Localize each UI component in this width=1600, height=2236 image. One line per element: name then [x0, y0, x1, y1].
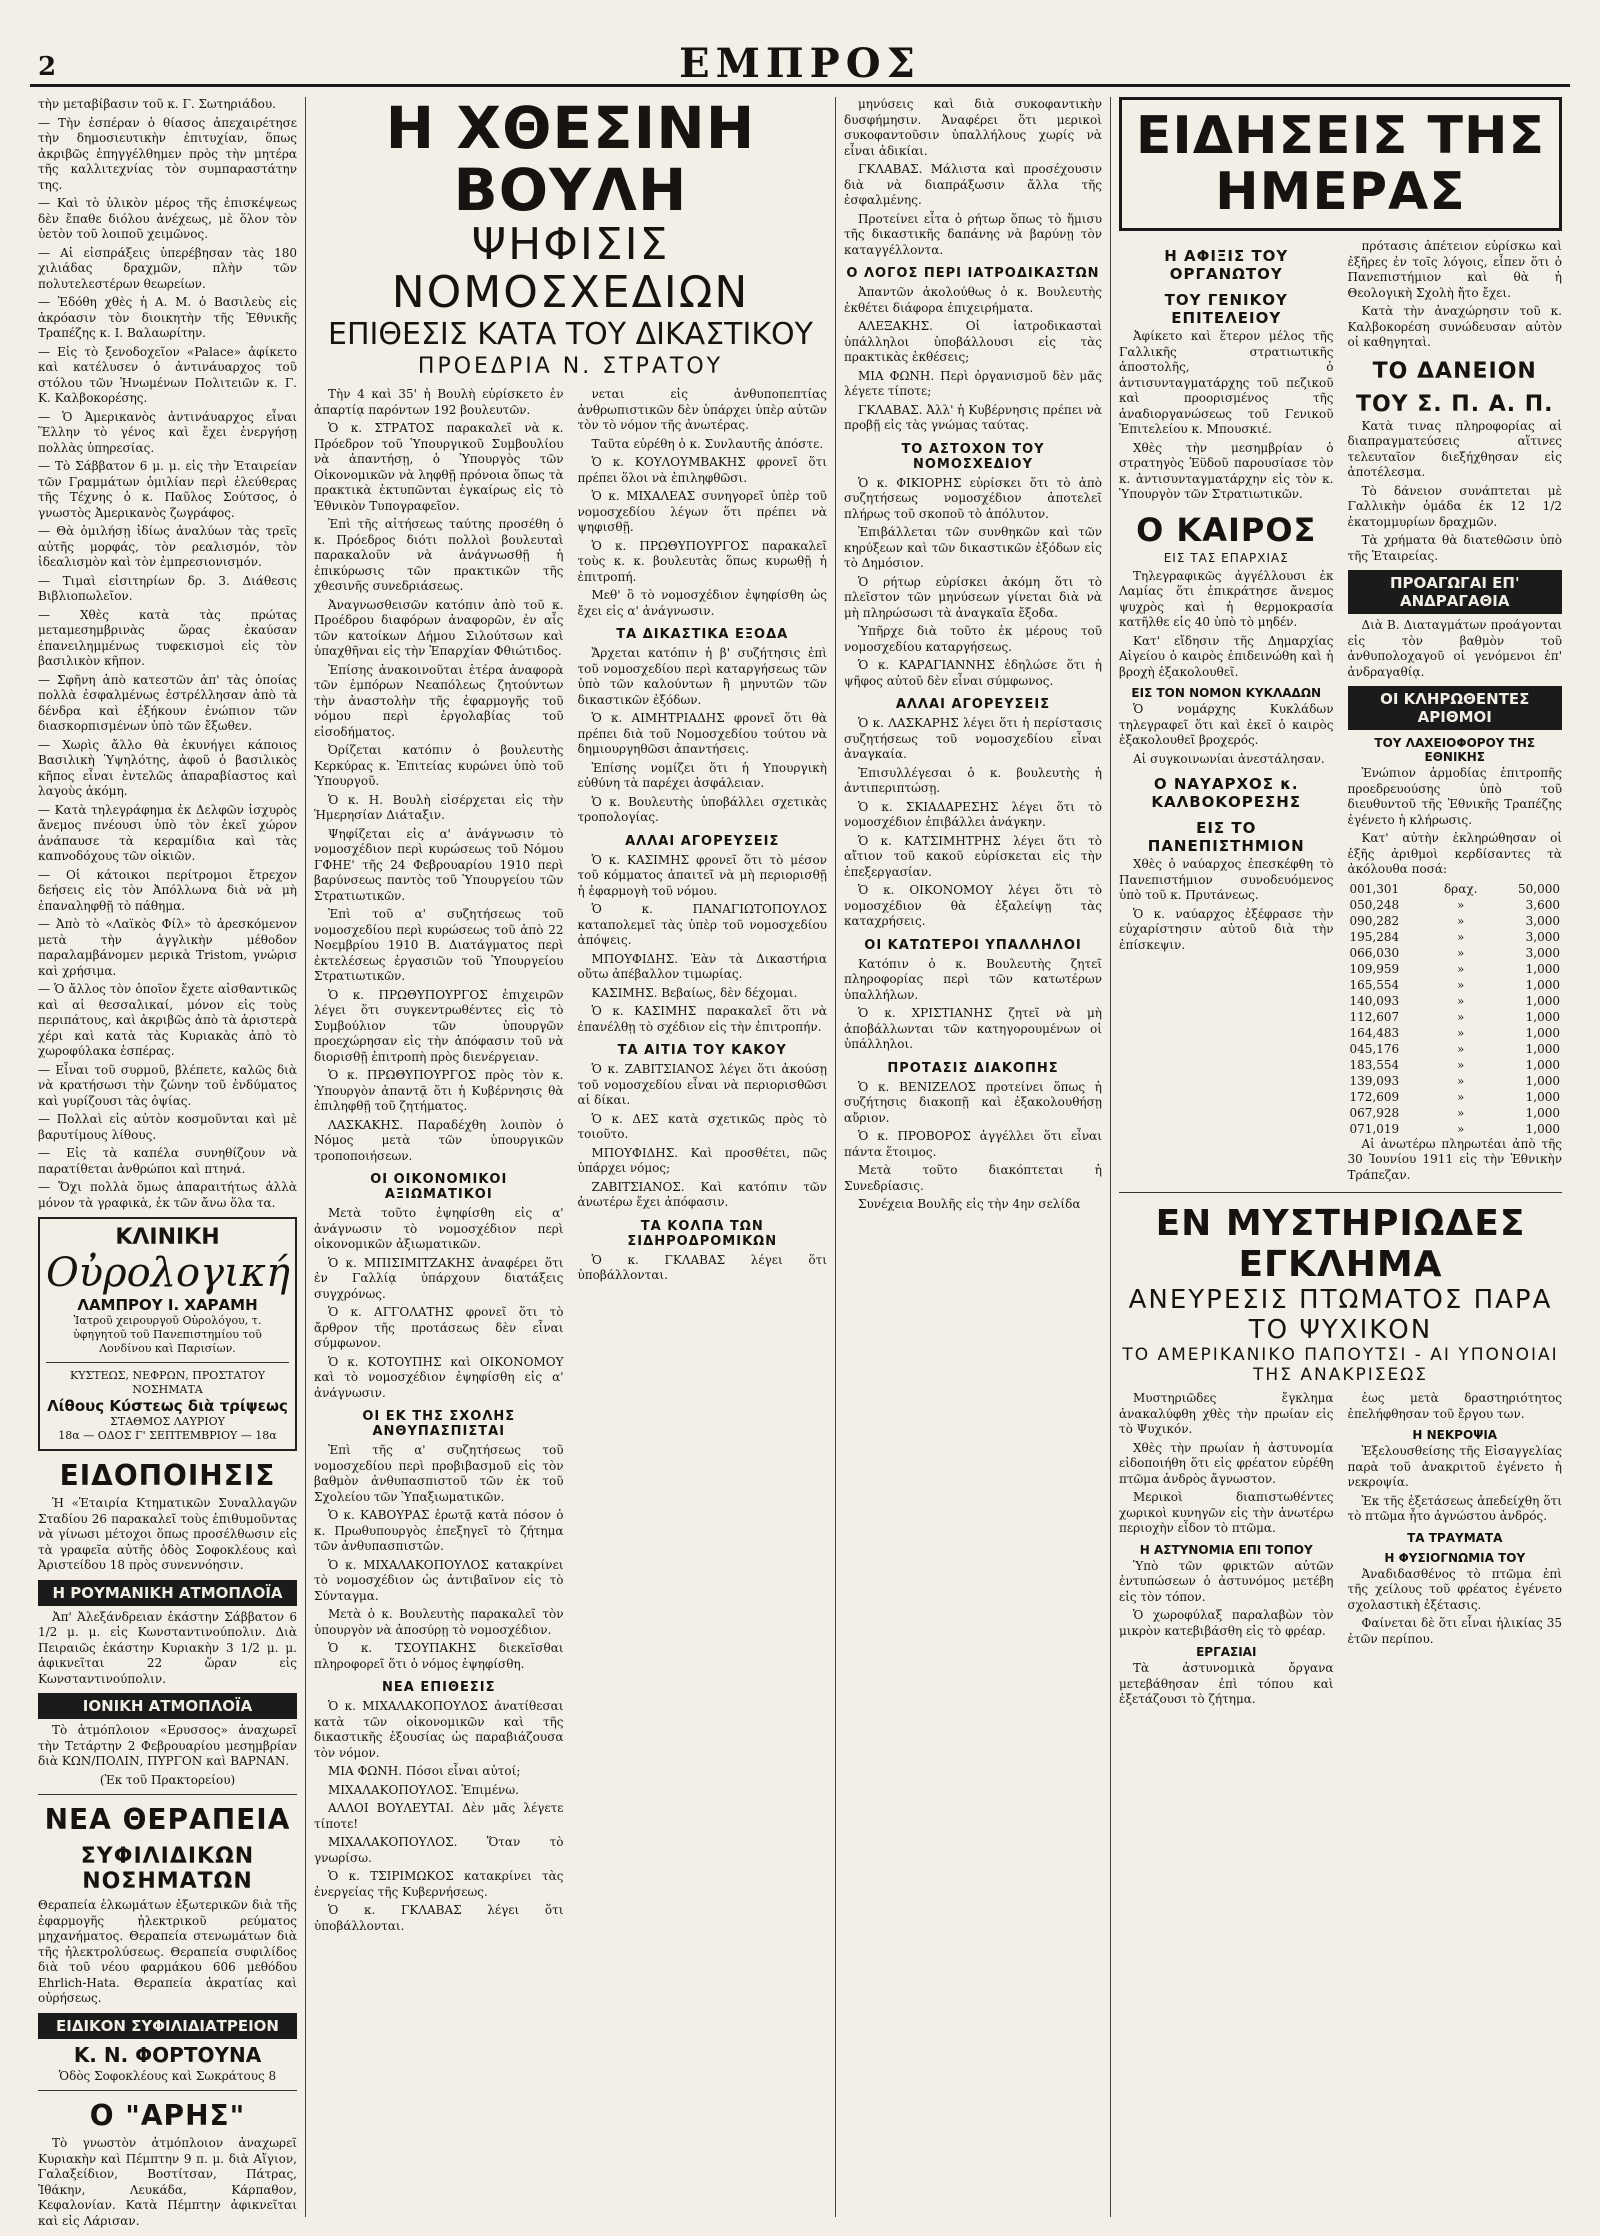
section-heading-2: Η ΦΥΣΙΟΓΝΩΜΙΑ ΤΟΥ	[1384, 1550, 1526, 1565]
romanian-shipping-text: Ἀπ' Ἀλεξάνδρειαν ἑκάστην Σάββατον 6 1/2 μ. μ. εἰς Κωνσταντινούπολιν. Διὰ Πειραιῶς ἑκάστην Κυριακὴν 3 1/2 μ. μ. ἀφικνεῖται 22 ὥραν εἰς Κωνσταντινούπολιν.	[38, 1609, 297, 1686]
paragraph: — Πολλαὶ εἰς αὐτὸν κοσμοῦνται καὶ μὲ βαρυτίμους λίθους.	[38, 1112, 297, 1142]
promotions-banner: ΠΡΟΑΓΩΓΑΙ ΕΠ' ΑΝΔΡΑΓΑΘΙΑ	[1348, 570, 1563, 614]
table-cell: 1,000	[1525, 961, 1560, 976]
paragraph: ΓΚΛΑΒΑΣ. Ἀλλ' ἡ Κυβέρνησις πρέπει νὰ προβῇ εἰς τὰς γνώμας ταύτας.	[844, 402, 1102, 432]
paragraph: Ὁ κ. ΜΠΙΣΙΜΙΤΖΑΚΗΣ ἀναφέρει ὅτι ἐν Γαλλίᾳ ὑπάρχουν διατάξεις συγχρόνως.	[314, 1255, 564, 1301]
paragraph: Ὁ κ. ΚΑΤΣΙΜΗΤΡΗΣ λέγει ὅτι τὸ αἴτιον τοῦ κακοῦ εὑρίσκεται εἰς τὴν ἐπεξεργασίαν.	[844, 833, 1102, 879]
paragraph: ἐως μετὰ δραστηριότητος ἐπελήφθησαν τοῦ ἔργου των.	[1347, 1391, 1562, 1421]
paragraph: ΜΠΟΥΦΙΔΗΣ. Ἐὰν τὰ Δικαστήρια οὕτω ἀπέβαλλον τιμωρίας.	[577, 951, 827, 981]
table-cell: »	[1457, 1121, 1465, 1136]
table-cell: »	[1457, 929, 1465, 944]
table-cell: 3,000	[1525, 945, 1560, 960]
crime-right-list-1	[1348, 1444, 1563, 1525]
crime-right	[1348, 1391, 1563, 1711]
notices-text: Ἡ «Ἑταιρία Κτηματικῶν Συναλλαγῶν Σταδίου 26 παρακαλεῖ τοὺς ἐπιθυμοῦντας νὰ γίνωσι μέτοχοι ὅπως προσέλθωσιν εἰς τὰ γραφεῖα αὐτῆς ὁδὸς Σοφοκλέους καὶ Ἀριστείδου 18 πρὸς συνεννόησιν.	[38, 1496, 297, 1572]
paragraph: Ὁ κ. ΚΑΣΙΜΗΣ παρακαλεῖ ὅτι νὰ ἐπανέλθῃ τὸ σχέδιον εἰς τὴν ἐπιτροπήν.	[577, 1004, 827, 1034]
parliament-left-list-3	[314, 1699, 564, 1934]
paragraph: Μετὰ τοῦτο διακόπτεται ἡ Συνεδρίασις.	[844, 1163, 1102, 1193]
table-cell: 1,000	[1525, 1057, 1560, 1072]
crime-subheadline: ΑΝΕΥΡΕΣΙΣ ΠΤΩΜΑΤΟΣ ΠΑΡΑ ΤΟ ΨΥΧΙΚΟΝ	[1128, 1285, 1553, 1345]
section-heading: ΑΛΛΑΙ ΑΓΟΡΕΥΣΕΙΣ	[895, 697, 1051, 712]
paragraph: Ὁ κ. ΠΡΩΘΥΠΟΥΡΓΟΣ παρακαλεῖ τοὺς κ. κ. βουλευτὰς ὅπως κυρωθῇ ἡ ἐπιτροπή.	[577, 538, 827, 584]
paragraph: — Χθὲς κατὰ τὰς πρώτας μεταμεσημβρινὰς ὥρας ἐκαύσαν ἐπανειλημμένως τυφεκισμοὶ εἰς τὸν βασιλικὸν κῆπον.	[38, 607, 297, 668]
table-row	[1348, 913, 1563, 929]
table-cell: δραχ.	[1443, 881, 1478, 896]
weather-heading: Ο ΚΑΙΡΟΣ	[1136, 510, 1317, 549]
crime-left	[1119, 1391, 1334, 1711]
table-cell: 1,000	[1525, 1009, 1560, 1024]
col3-list-1	[844, 285, 1102, 434]
table-row	[1348, 1057, 1563, 1073]
doctor-address: Ὁδὸς Σοφοκλέους καὶ Σωκράτους 8	[58, 2068, 277, 2083]
section-heading: ΑΛΛΑΙ ΑΓΟΡΕΥΣΕΙΣ	[625, 833, 780, 849]
lottery-table	[1348, 881, 1563, 1137]
table-cell: 066,030	[1349, 945, 1400, 960]
table-cell: »	[1457, 1025, 1465, 1040]
paragraph: Ὁ κ. ΚΑΒΟΥΡΑΣ ἐρωτᾷ κατὰ πόσον ὁ κ. Πρωθυπουργὸς ἐπεξηγεῖ τὸ ζήτημα τῶν ἀνθυπασπιστῶν.	[314, 1508, 564, 1553]
paragraph: Μετὰ τοῦτο ἐψηφίσθη εἰς α' ἀνάγνωσιν τὸ νομοσχέδιον περὶ οἰκονομικῶν ἀξιωματικῶν.	[314, 1206, 564, 1251]
divider	[1119, 1192, 1562, 1193]
paragraph: Ὁ κ. ΠΑΝΑΓΙΩΤΟΠΟΥΛΟΣ καταπολεμεῖ τὰς ὑπὲρ τοῦ νομοσχεδίου ἀπόψεις.	[577, 902, 827, 947]
ad-clinic-desc: Ἰατροῦ χειρουργοῦ Οὐρολόγου, τ. ὑφηγητοῦ τοῦ Πανεπιστημίου τοῦ Λονδίνου καὶ Παρισίων.	[73, 1314, 262, 1355]
ares-title: Ο "ΑΡΗΣ"	[89, 2099, 246, 2132]
ad-clinic-kinds: ΚΥΣΤΕΩΣ, ΝΕΦΡΩΝ, ΠΡΟΣΤΑΤΟΥ ΝΟΣΗΜΑΤΑ	[69, 1369, 265, 1396]
news-right-list-3	[1348, 766, 1563, 878]
divider	[46, 1362, 289, 1363]
paragraph: Ὁ κ. ΚΑΣΙΜΗΣ φρονεῖ ὅτι τὸ μέσον τοῦ κόμματος ἀπαιτεῖ νὰ μὴ περιορισθῇ ἡ ἐφαρμογὴ τοῦ νόμου.	[577, 852, 827, 898]
paragraph: — Τιμαὶ εἰσιτηρίων δρ. 3. Διάθεσις Βιβλιοπωλεῖον.	[38, 573, 297, 603]
paragraph: Τὴν 4 καὶ 35' ἡ Βουλὴ εὑρίσκετο ἐν ἀπαρτίᾳ παρόντων 192 βουλευτῶν.	[314, 387, 564, 417]
section-heading: Η ΝΕΚΡΟΨΙΑ	[1412, 1428, 1498, 1442]
divider	[38, 1794, 297, 1795]
section-heading: ΝΕΑ ΕΠΙΘΕΣΙΣ	[382, 1680, 496, 1695]
paragraph: Ἐκ τῆς ἐξετάσεως ἀπεδείχθη ὅτι τὸ πτῶμα ἦτο ἀγνώστου ἀνδρός.	[1347, 1493, 1562, 1523]
section-heading: Η ΑΣΤΥΝΟΜΙΑ ΕΠΙ ΤΟΠΟΥ	[1139, 1542, 1313, 1557]
masthead	[30, 40, 1570, 87]
paragraph: Ὁ κ. ΓΚΛΑΒΑΣ λέγει ὅτι ὑποβάλλονται.	[314, 1903, 564, 1933]
table-cell: 067,928	[1349, 1105, 1400, 1120]
paragraph: Ἐπιβάλλεται τῶν συνθηκῶν καὶ τῶν κηρύξεων καὶ τῶν δικαστικῶν ἐξόδων εἰς τὸ Δημόσιον.	[844, 525, 1102, 570]
paragraph: Ὁ κ. ΤΣΙΡΙΜΩΚΟΣ κατακρίνει τὰς ἐνεργείας τῆς Κυβερνήσεως.	[314, 1869, 564, 1899]
paragraph: — Εἶναι τοῦ συρμοῦ, βλέπετε, καλῶς διὰ νὰ κρατήσωσι τὴν ζώνην τοῦ ἐνδύματος καὶ γυρίζουσι τὰς ὀψίας.	[38, 1062, 297, 1108]
paragraph: Χθὲς τὴν πρωίαν ἡ ἀστυνομία εἰδοποιήθη ὅτι εἰς φρέατον εὑρέθη πτῶμα ἀνδρὸς ἄγνωστον.	[1119, 1440, 1334, 1486]
paragraph: Ὁ κ. ΧΡΙΣΤΙΑΝΗΣ ζητεῖ νὰ μὴ ἀποβάλλωνται τῶν κατηγορουμένων οἱ ὑπάλληλοι.	[844, 1006, 1102, 1051]
table-cell: 1,000	[1525, 1089, 1560, 1104]
paragraph: Ὁ κ. ΒΕΝΙΖΕΛΟΣ προτείνει ὅπως ἡ συζήτησις διακοπῇ καὶ ἐξακολουθήσῃ αὔριον.	[844, 1079, 1102, 1125]
table-row	[1348, 1025, 1563, 1041]
paragraph: — Τὸ Σάββατον 6 μ. μ. εἰς τὴν Ἑταιρείαν τῶν Γραμμάτων ὁμιλίαν περὶ ἐλεύθερας τῆς Τέχνης ὁ κ. Παῦλος Σούτσος, ὁ γνωστὸς Ἀμερικανὸς ζωγράφος.	[38, 459, 297, 520]
column-3	[835, 97, 1110, 2217]
paragraph: ΜΙΧΑΛΑΚΟΠΟΥΛΟΣ. Ὅταν τὸ γνωρίσω.	[314, 1835, 564, 1865]
table-row	[1348, 961, 1563, 977]
column-1	[30, 97, 305, 2228]
table-cell: 195,284	[1349, 929, 1400, 944]
paragraph: μηνύσεις καὶ διὰ συκοφαντικὴν δυσφήμησιν. Ἀναφέρει ὅτι μερικοὶ συκοφαντοῦσιν ὑπαλλήλους χωρίς νὰ εἶναι ἀδικίαι.	[844, 97, 1102, 158]
paragraph: Ὁ κ. ΚΟΤΟΥΠΗΣ καὶ ΟΙΚΟΝΟΜΟΥ καὶ τὸ νομοσχέδιον ἐψηφίσθη εἰς α' ἀνάγνωσιν.	[314, 1354, 564, 1400]
table-cell: 3,600	[1525, 897, 1560, 912]
paragraph: ΜΠΟΥΦΙΔΗΣ. Καὶ προσθέτει, πῶς ὑπάρχει νόμος;	[577, 1145, 827, 1175]
parliament-right-list-4	[578, 1253, 828, 1284]
parliament-body	[314, 387, 827, 1937]
table-cell: 164,483	[1349, 1025, 1400, 1040]
paragraph: — Εἰς τὸ ξενοδοχεῖον «Palace» ἀφίκετο καὶ κατέλυσεν ὁ ἀντινάυαρχος τοῦ στόλου τῶν Ἡνωμένων Πολιτειῶν κ. Γ. Κ. Καλβοκορέσης.	[38, 344, 297, 405]
paragraph: Ὁ κ. ΓΚΛΑΒΑΣ λέγει ὅτι ὑποβάλλονται.	[577, 1252, 827, 1282]
paragraph: Ταῦτα εὑρέθη ὁ κ. Συνλαυτῆς ἀπόστε.	[591, 436, 824, 451]
col3-list-5	[844, 1080, 1102, 1213]
crime-left-list-2	[1119, 1661, 1334, 1708]
parliament-left-list-1	[314, 1206, 564, 1401]
office-banner: ΕΙΔΙΚΟΝ ΣΥΦΙΛΙΔΙΑΤΡΕΙΟΝ	[38, 2013, 297, 2039]
paragraph: Ὁ κ. ΠΡΩΘΥΠΟΥΡΓΟΣ πρὸς τὸν κ. Ὑπουργὸν ἀπαντᾷ ὅτι ἡ Κυβέρνησις θὰ ἐπιληφθῇ τοῦ ζητήματος.	[314, 1068, 564, 1113]
table-cell: 140,093	[1349, 993, 1400, 1008]
paragraph: Τηλεγραφικῶς ἀγγέλλουσι ἐκ Λαμίας ὅτι ἐπικράτησε ἄνεμος ψυχρὸς καὶ ἡ θερμοκρασία κατῆλθε εἰς 40 ὑπὸ τὸ μηδέν.	[1119, 568, 1334, 629]
crime-subheadline-2: ΤΟ ΑΜΕΡΙΚΑΝΙΚΟ ΠΑΠΟΥΤΣΙ - ΑΙ ΥΠΟΝΟΙΑΙ ΤΗΣ ΑΝΑΚΡΙΣΕΩΣ	[1122, 1345, 1559, 1385]
paragraph: Ὑπῆρχε διὰ τοῦτο ἐκ μέρους τοῦ νομοσχεδίου καταργήσεως.	[844, 624, 1102, 654]
paragraph: Μυστηριῶδες ἔγκλημα ἀνακαλύφθη χθὲς τὴν πρωίαν εἰς τὸ Ψυχικόν.	[1119, 1391, 1334, 1436]
ionian-shipping-note: (Ἐκ τοῦ Πρακτορείου)	[99, 1772, 236, 1787]
section-heading: ΤΑ ΤΡΑΥΜΑΤΑ	[1407, 1530, 1503, 1545]
paragraph: Τὰ χρήματα θὰ διατεθῶσιν ὑπὸ τῆς Ἑταιρείας.	[1347, 533, 1562, 563]
news-heading: Η ΑΦΙΞΙΣ ΤΟΥ ΟΡΓΑΝΩΤΟΥ	[1164, 247, 1289, 283]
paragraph: Κατόπιν ὁ κ. Βουλευτὴς ζητεῖ πληροφορίας περὶ τῶν κατωτέρων ὑπαλλήλων.	[844, 956, 1102, 1002]
table-cell: »	[1457, 1009, 1465, 1024]
parliament-subheadline-2: ΕΠΙΘΕΣΙΣ ΚΑΤΑ ΤΟΥ ΔΙΚΑΣΤΙΚΟΥ	[328, 317, 813, 352]
table-cell: 172,609	[1349, 1089, 1400, 1104]
section-heading: ΟΙ ΟΙΚΟΝΟΜΙΚΟΙ ΑΞΙΩΜΑΤΙΚΟΙ	[370, 1172, 508, 1202]
table-row	[1348, 945, 1563, 961]
table-cell: 071,019	[1349, 1121, 1400, 1136]
table-row	[1348, 1009, 1563, 1025]
parliament-presidency: ΠΡΟΕΔΡΙΑ Ν. ΣΤΡΑΤΟΥ	[417, 354, 724, 379]
table-row	[1348, 897, 1563, 913]
ad-clinic-station: ΣΤΑΘΜΟΣ ΛΑΥΡΙΟΥ	[110, 1415, 225, 1428]
paragraph: Ὑπὸ τῶν φρικτῶν αὐτῶν ἐντυπώσεων ὁ ἀστυνόμος μετέβη εἰς τὸν τόπον.	[1119, 1558, 1334, 1604]
newspaper-title: ΕΜΠΡΟΣ	[679, 40, 921, 87]
paragraph: Ἐπὶ τοῦ α' συζητήσεως τοῦ νομοσχεδίου περὶ κυρώσεως τοῦ ἀπὸ 22 Νοεμβρίου 1910 Β. Διατάγματος περὶ ἐκτελέσεως ἐργασιῶν τοῦ Ὑπουργείου Στρατιωτικῶν.	[314, 907, 564, 983]
news-left	[1119, 239, 1334, 1186]
paragraph: Ὁ χωροφύλαξ παραλαβὼν τὸν μικρὸν κατεβιβάσθη εἰς τὸ φρέαρ.	[1119, 1608, 1334, 1638]
paragraph: Ὁ κ. ΤΣΟΥΠΑΚΗΣ διεκεῖσθαι πληροφορεῖ ὅτι ὁ νόμος ἐψηφίσθη.	[314, 1641, 564, 1671]
paragraph: ΖΑΒΙΤΣΙΑΝΟΣ. Καὶ κατόπιν τῶν ἀνωτέρω ἔχει ἀπόφασιν.	[577, 1179, 827, 1209]
ad-clinic-heading: ΚΛΙΝΙΚΗ	[115, 1225, 220, 1250]
paragraph: Ὁ κ. Βουλευτὴς ὑποβάλλει σχετικὰς τροπολογίας.	[577, 794, 827, 824]
table-row	[1348, 1073, 1563, 1089]
paragraph: Ἀναδιδασθένος τὸ πτῶμα ἐπὶ τῆς χείλους τοῦ φρέατος ἐγένετο σχολαστικὴ ἐξέτασις.	[1347, 1566, 1562, 1612]
paragraph: ΜΙΑ ΦΩΝΗ. Περὶ ὀργανισμοῦ δὲν μᾶς λέγετε τίποτε;	[844, 368, 1102, 398]
doctor-name: Κ. Ν. ΦΟΡΤΟΥΝΑ	[73, 2042, 262, 2067]
news-body	[1119, 239, 1562, 1186]
section-heading: ΤΑ ΔΙΚΑΣΤΙΚΑ ΕΞΟΔΑ	[616, 627, 789, 642]
paragraph: Ἐνώπιον ἁρμοδίας ἐπιτροπῆς προεδρευούσης ὑπὸ τοῦ διευθυντοῦ τῆς Ἐθνικῆς Τραπέζης ἐγένετο ἡ κλήρωσις.	[1347, 766, 1562, 827]
paragraph: — Οἱ κάτοικοι περίτρομοι ἔτρεχον δεήσεις εἰς τὸν Ἀπόλλωνα διὰ νὰ μὴ ἐπαναληφθῇ τὸ πάθημα.	[38, 867, 297, 913]
crime-headline: ΕΝ ΜΥΣΤΗΡΙΩΔΕΣ ΕΓΚΛΗΜΑ	[1155, 1203, 1526, 1285]
paragraph: Ὀρίζεται κατόπιν ὁ βουλευτὴς Κερκύρας κ. Ἐπιτείας κυρώνει ὑπὸ τοῦ Ὑπουργοῦ.	[314, 743, 564, 788]
paragraph: Ὁ κ. ΣΤΡΑΤΟΣ παρακαλεῖ νὰ κ. Πρόεδρον τοῦ Ὑπουργικοῦ Συμβουλίου νὰ ἀπαντήσῃ, ὁ Ὑπουργὸς τῶν Οἰκονομικῶν νὰ ληφθῇ πρόνοια ὅπως τὰ πρακτικὰ ἐκτυπῶνται ἐγκαίρως εἰς τὸ Ἐθνικὸν Τυπογραφεῖον.	[314, 421, 564, 513]
table-cell: »	[1457, 1057, 1465, 1072]
table-row	[1348, 1105, 1563, 1121]
section-heading: Ο ΛΟΓΟΣ ΠΕΡΙ ΙΑΤΡΟΔΙΚΑΣΤΩΝ	[846, 266, 1100, 281]
ionian-shipping-banner: ΙΟΝΙΚΗ ΑΤΜΟΠΛΟΪΑ	[38, 1693, 297, 1719]
paragraph: — Θὰ ὁμιλήσῃ ἰδίως ἀναλύων τὰς τρεῖς αὐτῆς μορφάς, τὸν ρεαλισμόν, τὸν ἰδεαλισμὸν καὶ τὸν ἐμπρεσιονισμόν.	[38, 524, 297, 569]
news-heading-2: ΤΟΥ ΓΕΝΙΚΟΥ ΕΠΙΤΕΛΕΙΟΥ	[1164, 291, 1288, 327]
parliament-right-list-2	[578, 853, 828, 1036]
ares-text: Τὸ γνωστὸν ἀτμόπλοιον ἀναχωρεῖ Κυριακὴν καὶ Πέμπτην 9 π. μ. διὰ Αἴγιον, Γαλαξείδιον, Βοστίτσαν, Πάτρας, Ἰθάκην, Λευκάδα, Κάρπαθον, Κεφαλονίαν. Κατὰ Πέμπτην ἀφικνεῖται καὶ εἰς Λάρισαν.	[38, 2136, 297, 2228]
paragraph: — Εἰς τὰ καπέλα συνηθίζουν νὰ παρατίθεται ἀνθρώποι καὶ πτηνά.	[38, 1146, 297, 1176]
ionian-shipping-text: Τὸ ἀτμόπλοιον «Ερυσσος» ἀναχωρεῖ τὴν Τετάρτην 2 Φεβρουαρίου μεσημβρίαν διὰ ΚΩΝ/ΠΟΛΙΝ, ΠΥΡΓΟΝ καὶ ΒΑΡΝΑΝ.	[38, 1723, 297, 1768]
section-heading: ΤΑ ΚΟΛΠΑ ΤΩΝ ΣΙΔΗΡΟΔΡΟΜΙΚΩΝ	[627, 1218, 778, 1249]
table-cell: 3,000	[1525, 929, 1560, 944]
paragraph: ΜΙΧΑΛΑΚΟΠΟΥΛΟΣ. Ἐπιμένω.	[328, 1782, 519, 1797]
lottery-banner: ΟΙ ΚΛΗΡΩΘΕΝΤΕΣ ΑΡΙΘΜΟΙ	[1348, 686, 1563, 730]
lottery-subheading: ΤΟΥ ΛΑΧΕΙΟΦΟΡΟΥ ΤΗΣ ΕΘΝΙΚΗΣ	[1374, 736, 1536, 764]
crime-right-list-2	[1348, 1567, 1563, 1648]
paragraph: Κατὰ τὴν ἀναχώρησιν τοῦ κ. Καλβοκορέση συνώδευσαν αὐτὸν οἱ καθηγηταὶ.	[1347, 304, 1562, 349]
ad-clinic-stones: Λίθους Κύστεως διὰ τρίψεως	[47, 1397, 288, 1415]
section-heading: ΟΙ ΚΑΤΩΤΕΡΟΙ ΥΠΑΛΛΗΛΟΙ	[864, 937, 1082, 953]
lottery-end: Αἱ ἀνωτέρω πληρωτέαι ἀπὸ τῆς 30 Ἰουνίου 1911 εἰς τὴν Ἐθνικὴν Τράπεζαν.	[1347, 1136, 1562, 1182]
paragraph: τὴν μεταβίβασιν τοῦ κ. Γ. Σωτηριάδου.	[38, 97, 276, 111]
paragraph: Ὁ κ. ΜΙΧΑΛΑΚΟΠΟΥΛΟΣ κατακρίνει τὸ νομοσχέδιον ὡς ἀντιβαῖνον εἰς τὸ Σύνταγμα.	[314, 1557, 564, 1603]
paragraph: — Ἀπὸ τὸ «Λαϊκὸς Φίλ» τὸ ἀρεσκόμενον μετὰ τὴν ἀγγλικὴν μέθοδον παραλαμβάνομεν μερικὰ Tristom, γνώρισ καὶ χρήσιμα.	[38, 917, 297, 978]
paragraph: — Τὴν ἑσπέραν ὁ θίασος ἀπεχαιρέτησε τὴν δημοσιευτικὴν ἐπιτυχίαν, ὅπως ἀκριβῶς ἐπηγγέλθημεν πρὸς τὴν μητέρα τῆς καλλιτεχνίας τὸν συμπαραστάτην της.	[38, 115, 297, 192]
paragraph: Ὁ κ. ΜΙΧΑΛΕΑΣ συνηγορεῖ ὑπὲρ τοῦ νομοσχεδίου λέγων ὅτι πρέπει νὰ ψηφισθῇ.	[577, 489, 827, 534]
paragraph: — Αἱ εἰσπράξεις ὑπερέβησαν τὰς 180 χιλιάδας δραχμῶν, πλὴν τῶν πολυτελεστέρων θεωρείων.	[38, 245, 297, 291]
table-cell: »	[1457, 993, 1465, 1008]
parliament-subheadline: ΨΗΦΙΣΙΣ ΝΟΜΟΣΧΕΔΙΩΝ	[391, 219, 750, 318]
paragraph: Μεθ' ὃ τὸ νομοσχέδιον ἐψηφίσθη ὡς ἔχει εἰς α' ἀνάγνωσιν.	[577, 588, 827, 618]
paragraph: Τὰ ἀστυνομικὰ ὄργανα μετεβάθησαν ἐπὶ τόπου καὶ ἐξετάζουσι τὸ ζήτημα.	[1119, 1661, 1334, 1706]
paragraph: Ἀπαντῶν ἀκολούθως ὁ κ. Βουλευτὴς ἐκθέτει διάφορα ἐπιχειρήματα.	[844, 285, 1102, 315]
table-row	[1348, 1121, 1563, 1137]
table-cell: 050,248	[1349, 897, 1400, 912]
parliament-right-list	[578, 387, 828, 619]
table-cell: 1,000	[1525, 1121, 1560, 1136]
paragraph: Ὁ νομάρχης Κυκλάδων τηλεγραφεῖ ὅτι καὶ ἐκεῖ ὁ καιρὸς ἐξακολουθεῖ βροχερός.	[1119, 702, 1334, 747]
table-cell: 001,301	[1349, 881, 1400, 896]
paragraph: Ἐπισυλλέγεσαι ὁ κ. βουλευτὴς ἡ ἀντιπεριπτώσῃ.	[844, 765, 1102, 795]
table-row	[1348, 1041, 1563, 1057]
table-cell: 183,554	[1349, 1057, 1400, 1072]
table-row	[1348, 881, 1563, 897]
parliament-left-list	[314, 387, 564, 1164]
table-cell: 50,000	[1518, 881, 1560, 896]
paragraph: Ἐξελουσθείσης τῆς Εἰσαγγελίας παρὰ τοῦ ἀνακριτοῦ ἐγένετο ἡ νεκροψία.	[1347, 1444, 1562, 1489]
section-heading: ΕΙΣ ΤΟΝ ΝΟΜΟΝ ΚΥΚΛΑΔΩΝ	[1131, 686, 1322, 700]
admiral-subheading: ΕΙΣ ΤΟ ΠΑΝΕΠΙΣΤΗΜΙΟΝ	[1147, 819, 1305, 855]
page-number: 2	[38, 52, 57, 82]
table-cell: »	[1457, 913, 1465, 928]
parliament-left-list-2	[314, 1443, 564, 1672]
paragraph: ΑΛΕΞΑΚΗΣ. Οἱ ἰατροδικασταὶ ὑπάλληλοι ὑποβάλλουσι εἰς τὰς πρακτικὰς ἐκθέσεις;	[844, 319, 1102, 364]
table-cell: 1,000	[1525, 1105, 1560, 1120]
paragraph: νεται εἰς ἀνθυποπεπτίας ἀνθρωπιστικῶν δὲν ὑπάρχει ὑπὲρ αὐτῶν τὸν τὸ νόμον τῆς ἀνωτέρας.	[577, 387, 827, 432]
table-cell: 1,000	[1525, 993, 1560, 1008]
paragraph: Ἀφίκετο καὶ ἕτερον μέλος τῆς Γαλλικῆς στρατιωτικῆς ἀποστολῆς, ὁ ἀντισυνταγματάρχης τοῦ πεζικοῦ καὶ προορισμένος τῆς ἀναδιοργανώσεως τοῦ Γενικοῦ Ἐπιτελείου κ. Μπουσκιέ.	[1119, 329, 1334, 436]
paragraph: ΚΑΣΙΜΗΣ. Βεβαίως, δὲν δέχομαι.	[591, 985, 798, 1000]
romanian-shipping-banner: Η ΡΟΥΜΑΝΙΚΗ ΑΤΜΟΠΛΟΪΑ	[38, 1580, 297, 1606]
ad-clinic-address: 18α — ΟΔΟΣ Γ' ΣΕΠΤΕΜΒΡΙΟΥ — 18α	[58, 1429, 277, 1442]
loan-heading: ΤΟ ΔΑΝΕΙΟΝ	[1372, 358, 1537, 384]
paragraph: Ὁ κ. ΟΙΚΟΝΟΜΟΥ λέγει ὅτι τὸ νομοσχέδιον θὰ ἐξαλείψῃ τὰς καταχρήσεις.	[844, 883, 1102, 928]
paragraph: πρότασις ἀπέτειον εὑρίσκω καὶ ἐξῆρες ἐν τοῖς λόγοις, εἶπεν ὅτι ὁ Πανεπιστήμιον καὶ θὰ ἡ Θεολογικὴ Σχολὴ ἤτο ἔχει.	[1347, 239, 1562, 300]
paragraph: — Ὁ ἄλλος τὸν ὁποῖον ἔχετε αἰσθαντικῶς καὶ αἱ θεσσαλικαί, μόνον εἰς τοὺς περιπάτους, καὶ ἀκριβῶς ἀπὸ τὰ ἀριστερὰ χέρι καὶ κατὰ τὰς Κυριακὰς ἀπὸ τὸ χωροφύλακα ἐσπέρας.	[38, 982, 297, 1058]
table-cell: 1,000	[1525, 1041, 1560, 1056]
paragraph: Ὁ κ. ΠΡΩΘΥΠΟΥΡΓΟΣ ἐπιχειρῶν λέγει ὅτι συγκεντρωθέντες εἰς τὸ Συμβούλιον τῶν ὑπουργῶν προεχώρησαν εἰς τὴν ἀπόφασιν τοῦ νὰ διορισθῇ ἐπιτροπὴ πρὸς διενέργειαν.	[314, 987, 564, 1064]
paragraph: ΓΚΛΑΒΑΣ. Μάλιστα καὶ προσέχουσιν διὰ νὰ διαπράξωσιν ἄλλα τῆς ἐσφαλμένης.	[844, 162, 1102, 207]
crime-left-list	[1119, 1391, 1334, 1537]
paragraph: Ὁ κ. ΜΙΧΑΛΑΚΟΠΟΥΛΟΣ ἀνατίθεσαι κατὰ τῶν οἰκονομικῶν καὶ τῆς δικαστικῆς ἐξουσίας ὡς παραβιάζουσα τὸν νόμον.	[314, 1699, 564, 1760]
column-2-parliament	[305, 94, 835, 2217]
col3-list-2	[844, 476, 1102, 690]
section-heading: ΠΡΟΤΑΣΙΣ ΔΙΑΚΟΠΗΣ	[887, 1060, 1059, 1076]
paragraph: Ὁ κ. Η. Βουλὴ εἰσέρχεται εἰς τὴν Ἡμερησίαν Διάταξιν.	[314, 792, 564, 822]
paragraph: Ψηφίζεται εἰς α' ἀνάγνωσιν τὸ νομοσχέδιον περὶ κυρώσεως τοῦ Νόμου ΓΦΗΕ' τῆς 24 Φεβρουαρίου 1910 περὶ βαρύνσεως παντὸς τοῦ Ὑπουργείου τῶν Στρατιωτικῶν.	[314, 826, 564, 903]
table-cell: »	[1457, 977, 1465, 992]
paragraph: Ὁ κ. ΑΙΜΗΤΡΙΑΔΗΣ φρονεῖ ὅτι θὰ πρέπει διὰ τοῦ Νομοσχεδίου τούτου νὰ δημιουργηθῶσι ἀπαντήσεις.	[577, 711, 827, 756]
paragraph: — Σφῆνη ἀπὸ κατεστῶν ἀπ' τὰς ὁποίας πολλὰ ἐσφαλμένως ἐστρέλλησαν ἀπὸ τὰ δένδρα καὶ ἐξήκουν ἐνώπιον τῶν διασκορπισμένων ὑπὸ τῶν ἔξωθεν.	[38, 672, 297, 733]
table-cell: »	[1457, 1041, 1465, 1056]
paragraph: Ἐπὶ τῆς αἰτήσεως ταύτης προσέθη ὁ κ. Πρόεδρος διότι πολλοὶ βουλευταὶ παρακαλοῦν νὰ ἀνάγνωσθῇ ἡ ἐπικύρωσις τῶν πρακτικῶν τῆς χθεσινῆς συνεδριάσεως.	[314, 517, 564, 593]
paragraph: ΜΙΑ ΦΩΝΗ. Πόσοι εἶναι αὐτοί;	[328, 1764, 521, 1778]
weather-subheading: ΕΙΣ ΤΑΣ ΕΠΑΡΧΙΑΣ	[1163, 550, 1289, 565]
paragraph: Κατ' εἴδησιν τῆς Δημαρχίας Αἰγείου ὁ καιρὸς ἐπιδεινώθη καὶ ἡ βροχὴ ἐξακολουθεῖ.	[1119, 633, 1334, 679]
col3-list-3	[844, 716, 1102, 930]
parliament-headline: Η ΧΘΕΣΙΝΗ ΒΟΥΛΗ	[385, 94, 756, 224]
paragraph: — Χωρὶς ἄλλο θὰ ἐκυνήγει κάποιος Βασιλικὴ Ὑψηλότης, ἀφοῦ ὁ βασιλικὸς κῆπος εἶναι ἐντελῶς ἀπαραβίαστος καὶ λαγοὺς ἀκόμη.	[38, 737, 297, 798]
ad-clinic-name: ΛΑΜΠΡΟΥ Ι. ΧΑΡΑΜΗ	[77, 1296, 258, 1314]
paragraph: — Ὁ Ἀμερικανὸς ἀντινάυαρχος εἶναι Ἕλλην τὸ γένος καὶ ἔχει ἐνεργήσῃ πολλὰς ὑπηρεσίας.	[38, 409, 297, 455]
paragraph: Ὁ κ. ΖΑΒΙΤΣΙΑΝΟΣ λέγει ὅτι ἀκούσῃ τοῦ νομοσχεδίου εἶναι νὰ περιορισθῶσι αἱ δίκαι.	[577, 1062, 827, 1107]
paragraph: Ὁ ρήτωρ εὑρίσκει ἀκόμη ὅτι τὸ πλεῖστον τῶν μηνύσεων γίνεται διὰ νὰ μὴ πληρώσωσι τὰ ἀναγκαῖα ἔξοδα.	[844, 574, 1102, 620]
parliament-left	[314, 387, 564, 1937]
paragraph: Κατὰ τινας πληροφορίας αἱ διαπραγματεύσεις αἵτινες τελευταῖον διεξήχθησαν εἰς ἀποτέλεσμα.	[1347, 418, 1562, 479]
paragraph: Ὁ κ. ΚΑΡΑΓΙΑΝΝΗΣ ἐδηλώσε ὅτι ἡ ψῆφος αὐτοῦ δὲν εἶναι σύμφωνος.	[844, 658, 1102, 688]
paragraph: Μετὰ ὁ κ. Βουλευτὴς παρακαλεῖ τὸν ὑπουργὸν νὰ ἀποσύρῃ τὸ νομοσχέδιον.	[314, 1607, 564, 1637]
col3-top-list	[844, 97, 1102, 258]
paragraph: Μερικοὶ διαπιστωθέντες χωρικοὶ κυνηγῶν εἰς τὴν ἀνωτέρω περιοχὴν εἶδον τὸ πτῶμα.	[1119, 1490, 1334, 1535]
table-cell: »	[1457, 1089, 1465, 1104]
notices-title: ΕΙΔΟΠΟΙΗΣΙΣ	[59, 1459, 276, 1492]
section-heading: ΟΙ ΕΚ ΤΗΣ ΣΧΟΛΗΣ ΑΝΘΥΠΑΣΠΙΣΤΑΙ	[362, 1409, 516, 1439]
paragraph: ΑΛΛΟΙ ΒΟΥΛΕΥΤΑΙ. Δὲν μᾶς λέγετε τίποτε!	[314, 1801, 564, 1831]
table-cell: 109,959	[1349, 961, 1400, 976]
paragraph: Κατ' αὐτὴν ἐκληρώθησαν οἱ ἑξῆς ἀριθμοὶ κερδίσαντες τὰ ἀκόλουθα ποσά:	[1347, 831, 1562, 876]
paragraph: Ἐπίσης ἀνακοινοῦται ἑτέρα ἀναφορὰ τῶν ἐμπόρων Νεαπόλεως ζητούντων τὴν ἀναστολὴν τῆς ἐφαρμογῆς τοῦ νόμου περὶ ἐργολαβίας τοῦ εἰσοδήματος.	[314, 662, 564, 739]
crime-right-list	[1348, 1391, 1563, 1422]
paragraph: Ὁ κ. ΛΑΣΚΑΡΗΣ λέγει ὅτι ἡ περίστασις συζητήσεως τοῦ νομοσχεδίου εἶναι ἀναγκαία.	[844, 716, 1102, 761]
paragraph: Ὁ κ. ΔΕΣ κατὰ σχετικῶς πρὸς τὸ τοιοῦτο.	[577, 1111, 827, 1141]
table-cell: 139,093	[1349, 1073, 1400, 1088]
news-left-list-1	[1119, 329, 1334, 503]
table-cell: 112,607	[1349, 1009, 1400, 1024]
crime-left-list-1	[1119, 1559, 1334, 1640]
paragraph: — Ἐδόθη χθὲς ἡ Α. Μ. ὁ Βασιλεὺς εἰς ἀκρόασιν τὸν διοικητὴν τῆς Ἐθνικῆς Τραπέζης κ. Ι. Βαλαωρίτην.	[38, 295, 297, 340]
columns	[30, 94, 1570, 2228]
parliament-right	[578, 387, 828, 1937]
table-cell: 090,282	[1349, 913, 1400, 928]
news-right-list-2	[1348, 618, 1563, 680]
ad-clinic-script: Οὐρολογική	[46, 1250, 290, 1296]
paragraph: Φαίνεται δὲ ὅτι εἶναι ἡλικίας 35 ἐτῶν περίπου.	[1347, 1616, 1562, 1646]
section-heading: ΤΟ ΑΣΤΟΧΟΝ ΤΟΥ ΝΟΜΟΣΧΕΔΙΟΥ	[901, 441, 1045, 472]
parliament-right-list-1	[578, 646, 828, 826]
therapy-subtitle: ΣΥΦΙΛΙΔΙΚΩΝ ΝΟΣΗΜΑΤΩΝ	[80, 1844, 255, 1894]
table-cell: 165,554	[1349, 977, 1400, 992]
paragraph: Χθὲς ὁ ναύαρχος ἐπεσκέφθη τὸ Πανεπιστήμιον συνοδευόμενος ὑπὸ τοῦ κ. Πρυτάνεως.	[1119, 857, 1334, 902]
news-left-list-4	[1119, 857, 1334, 953]
section-heading: ΤΑ ΑΙΤΙΑ ΤΟΥ ΚΑΚΟΥ	[617, 1043, 787, 1058]
paragraph: Ὁ κ. ΦΙΚΙΟΡΗΣ εὑρίσκει ὅτι τὸ ἀπὸ συζητήσεως νομοσχέδιον ἀποτελεῖ πλήρως τοῦ σκοποῦ τὸ ἀπόλυτον.	[844, 475, 1102, 521]
paragraph: ΛΑΣΚΑΚΗΣ. Παραδέχθη λοιπὸν ὁ Νόμος μετὰ τῶν ὑπουργικῶν τροποποιήσεων.	[314, 1117, 564, 1163]
table-cell: »	[1457, 1073, 1465, 1088]
table-cell: »	[1457, 961, 1465, 976]
paragraph: Ὁ κ. ΠΡΟΒΟΡΟΣ ἀγγέλλει ὅτι εἶναι πάντα ἕτοιμος.	[844, 1129, 1102, 1159]
admiral-heading: Ο ΝΑΥΑΡΧΟΣ κ. ΚΑΛΒΟΚΟΡΕΣΗΣ	[1151, 775, 1302, 811]
paragraph: Χθὲς τὴν μεσημβρίαν ὁ στρατηγὸς Ἐϋδοῦ παρουσίασε τὸν κ. ἀντισυνταγματάρχην εἰς τὸν κ. Ὑπουργὸν τῶν Στρατιωτικῶν.	[1119, 440, 1334, 501]
crime-body	[1119, 1391, 1562, 1711]
table-row	[1348, 977, 1563, 993]
paragraph: — Καὶ τὸ ὑλικὸν μέρος τῆς ἐπισκέψεως δὲν ἔπαθε διόλου ἀνέχεως, μὲ ὅλον τὸν ὑετὸν τοῦ λοιποῦ χειμῶνος.	[38, 196, 297, 241]
paragraph: Τὸ δάνειον συνάπτεται μὲ Γαλλικὴν ὁμάδα ἐκ 12 1/2 ἑκατομμυρίων δραχμῶν.	[1347, 483, 1562, 529]
table-row	[1348, 993, 1563, 1009]
paragraph: Προτείνει εἶτα ὁ ρήτωρ ὅπως τὸ ἥμισυ τῆς δικαστικῆς δαπάνης νὰ βαρύνῃ τὸν καταγγέλλοντα.	[844, 211, 1102, 257]
section-heading: ΕΡΓΑΣΙΑΙ	[1196, 1645, 1257, 1659]
loan-subheading: ΤΟΥ Σ. Π. Α. Π.	[1355, 391, 1554, 417]
paragraph: Αἱ συγκοινωνίαι ἀνεστάλησαν.	[1133, 751, 1325, 766]
paragraph: Ὁ κ. ναύαρχος ἐξέφρασε τὴν εὐχαρίστησιν αὐτοῦ διὰ τὴν ἐπίσκεψιν.	[1119, 906, 1334, 952]
paragraph: Ὁ κ. ΣΚΙΑΔΑΡΕΣΗΣ λέγει ὅτι τὸ νομοσχέδιον ἐπιβάλλει ἀνάγκην.	[844, 799, 1102, 829]
news-left-list-2	[1119, 569, 1334, 681]
news-right-list-1	[1348, 419, 1563, 565]
table-row	[1348, 929, 1563, 945]
paragraph: Ἐπίσης νομίζει ὅτι ἡ Υπουργικὴ εὐθύνη τὰ παρέχει ἀσφάλειαν.	[577, 760, 827, 790]
paragraph: Ὁ κ. ΑΓΓΟΛΑΤΗΣ φρονεῖ ὅτι τὸ ἄρθρον τῆς προτάσεως δὲν εἶναι σύμφωνον.	[314, 1305, 564, 1350]
paragraph: — Κατὰ τηλεγράφημα ἐκ Δελφῶν ἰσχυρὸς ἄνεμος πνέουσι ὑπὸ τὸν ἐκεῖ χώρον ἀνάπαυσε τὰ κεραμίδια καὶ τὰς καπνοδόχους τῶν οἰκιῶν.	[38, 802, 297, 863]
news-left-list-3	[1119, 702, 1334, 767]
table-cell: 1,000	[1525, 977, 1560, 992]
ad-clinic	[38, 1217, 297, 1451]
paragraph: Διὰ Β. Διαταγμάτων προάγονται εἰς τὸν βαθμὸν τοῦ ἀνθυπολοχαγοῦ οἱ γενόμενοι ἐπ' ἀνδραγαθίᾳ.	[1347, 618, 1562, 679]
paragraph: Ὁ κ. ΚΟΥΛΟΥΜΒΑΚΗΣ φρονεῖ ὅτι πρέπει ὅλοι νὰ ἐπιληφθῶσι.	[577, 455, 827, 485]
table-cell: »	[1457, 897, 1465, 912]
therapy-text: Θεραπεία ἑλκωμάτων ἐξωτερικῶν διὰ τῆς ἐφαρμογῆς ἠλεκτρικοῦ ρεύματος μηχανήματος. Θεραπεία στενωμάτων διὰ τῆς ἠλεκτρολύσεως. Θεραπεία συφιλίδος διὰ τοῦ νέου φαρμάκου 606 μεθόδου Ehrlich-Hata. Θεραπεία ἀκρατίας καὶ οὐρήσεως.	[38, 1898, 297, 2005]
table-cell: »	[1457, 945, 1465, 960]
parliament-right-list-3	[578, 1062, 828, 1211]
col3-list-4	[844, 957, 1102, 1053]
news-of-the-day-banner: ΕΙΔΗΣΕΙΣ ΤΗΣ ΗΜΕΡΑΣ	[1119, 97, 1562, 231]
news-right-top	[1348, 239, 1563, 351]
paragraph: Ἀναγνωσθεισῶν κατόπιν ἀπὸ τοῦ κ. Προέδρου διαφόρων ἀναφορῶν, ἐν αἷς τῶν κατοίκων Δήμου Σιλούτσων καὶ ὑπαχθῆναι εἰς τὴν Ἐπαρχίαν Φθιώτιδος.	[314, 597, 564, 658]
divider	[38, 2090, 297, 2091]
paragraph: Συνέχεια Βουλῆς εἰς τὴν 4ην σελίδα	[858, 1197, 1081, 1211]
paragraph: Ἐπὶ τῆς α' συζητήσεως τοῦ νομοσχεδίου περὶ προβιβασμοῦ εἰς τὸν βαθμὸν ἀνθυπασπιστοῦ τῶν ἐκ τοῦ Σχολείου τῶν Ὑπαξιωματικῶν.	[314, 1443, 564, 1504]
table-cell: 045,176	[1349, 1041, 1400, 1056]
col1-top-list	[38, 97, 297, 1211]
therapy-title: ΝΕΑ ΘΕΡΑΠΕΙΑ	[44, 1803, 291, 1836]
table-cell: 3,000	[1525, 913, 1560, 928]
paragraph: — Ὅχι πολλὰ ὅμως ἀπαραιτήτως ἀλλὰ μόνον τὰ γραφικὰ, ἐκ τῶν ἄνω ὅλα τα.	[38, 1180, 297, 1210]
paragraph: Ἄρχεται κατόπιν ἡ β' συζήτησις ἐπὶ τοῦ νομοσχεδίου περὶ καταργήσεως τῶν ὑπὸ τῶν καλούντων ἢ μηνυτῶν τῶν δικαστικῶν ἐξόδων.	[577, 646, 827, 707]
table-cell: 1,000	[1525, 1073, 1560, 1088]
table-row	[1348, 1089, 1563, 1105]
table-cell: »	[1457, 1105, 1465, 1120]
column-4-news	[1110, 97, 1570, 2217]
news-right	[1348, 239, 1563, 1186]
table-cell: 1,000	[1525, 1025, 1560, 1040]
